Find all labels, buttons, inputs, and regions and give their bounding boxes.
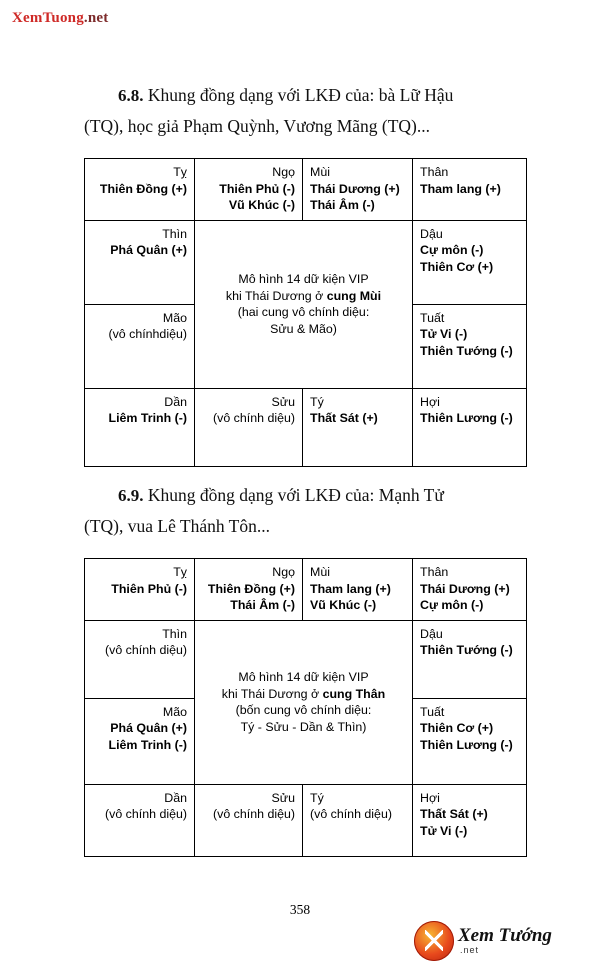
star-name: Thái Âm (-) (230, 598, 295, 612)
section-text-2-line1: Khung đồng dạng với LKĐ của: Mạnh Tử (143, 485, 444, 505)
star-name: Phá Quân (+) (110, 721, 187, 735)
cell-dan-2 (85, 784, 195, 856)
cell-than-2 (413, 559, 527, 621)
cell-label: Dần (164, 394, 187, 409)
cell-label: Ngọ (272, 165, 295, 179)
cell-label: Mão (162, 704, 187, 719)
cell-note: (vô chính diệu) (310, 807, 392, 821)
star-name: Thiên Phủ (-) (219, 181, 295, 196)
star-name: Liêm Trinh (-) (108, 411, 187, 425)
star-name: Thái Dương (+) (420, 581, 510, 596)
star-name: Thái Dương (+) (310, 181, 400, 196)
table-row (85, 388, 527, 466)
watermark-top-tld: .net (83, 10, 109, 26)
cell-mui-2 (303, 559, 413, 621)
star-name: Thiên Phủ (-) (111, 581, 187, 596)
cell-note: (vô chínhdiệu) (108, 327, 187, 341)
cell-note: (vô chính diệu) (105, 643, 187, 657)
cell-mui-1 (303, 159, 413, 221)
star-name: Tử Vi (-) (420, 327, 468, 341)
page-number: 358 (289, 902, 311, 917)
chart-1-center-box (195, 220, 413, 388)
center-line-4: Sửu & Mão) (270, 321, 337, 336)
cell-mao-1 (85, 304, 195, 388)
cell-ty2-2 (303, 784, 413, 856)
cell-dau-1 (413, 220, 527, 304)
cell-label: Dậu (420, 226, 443, 241)
section-text-1-line1: Khung đồng dạng với LKĐ của: bà Lữ Hậu (143, 85, 454, 105)
star-name: Thiên Cơ (+) (420, 259, 494, 274)
center-line-2 (203, 686, 404, 703)
cell-mao-2 (85, 698, 195, 784)
star-name: Thiên Đồng (+) (207, 581, 295, 596)
table-row (85, 559, 527, 621)
star-name: Thiên Đồng (+) (99, 181, 187, 196)
cell-label: Mùi (310, 165, 330, 179)
cell-label: Sửu (271, 394, 295, 409)
star-name: Liêm Trinh (-) (108, 737, 187, 752)
footer-logo (414, 921, 582, 961)
cell-dau-2 (413, 620, 527, 698)
section-number-2: 6.9. (118, 486, 144, 505)
cell-label: Tuất (420, 704, 445, 719)
cell-label: Thìn (162, 626, 187, 641)
table-row (85, 620, 527, 698)
cell-hoi-2 (413, 784, 527, 856)
cell-ty2-1 (303, 388, 413, 466)
cell-label: Mùi (310, 565, 330, 579)
cell-label: Thân (420, 165, 449, 179)
cell-than-1 (413, 159, 527, 221)
cell-ngo-2 (195, 559, 303, 621)
center-line-2-bold: cung Mùi (326, 288, 382, 303)
table-row (85, 220, 527, 304)
cell-thin-2 (85, 620, 195, 698)
section-heading-2 (84, 480, 536, 541)
cell-tuat-1 (413, 304, 527, 388)
star-name: Cự môn (-) (420, 598, 484, 612)
cell-label: Dậu (420, 626, 443, 641)
cell-label: Tuất (420, 310, 445, 325)
section-number-1: 6.8. (118, 86, 144, 105)
cell-label: Tỵ (173, 565, 187, 579)
star-name: Tử Vi (-) (420, 823, 468, 838)
center-line-1: Mô hình 14 dữ kiện VIP (238, 670, 369, 684)
star-name: Thất Sát (+) (420, 807, 488, 821)
watermark-top-name: XemTuong (12, 10, 84, 26)
star-name: Thái Âm (-) (310, 198, 375, 212)
center-line-2 (203, 288, 404, 305)
section-text-2-line2: (TQ), vua Lê Thánh Tôn... (84, 516, 270, 536)
table-row (85, 159, 527, 221)
star-name: Thiên Tướng (-) (420, 343, 513, 358)
cell-ngo-1 (195, 159, 303, 221)
cell-ty-1 (85, 159, 195, 221)
chart-2-center-box (195, 620, 413, 784)
star-name: Thất Sát (+) (310, 411, 378, 425)
cell-label: Thìn (162, 226, 187, 241)
cell-suu-2 (195, 784, 303, 856)
cell-note: (vô chính diệu) (105, 807, 187, 821)
cell-tuat-2 (413, 698, 527, 784)
star-name: Vũ Khúc (-) (228, 198, 295, 212)
logo-subtext: .net (460, 945, 480, 955)
cell-dan-1 (85, 388, 195, 466)
cell-note: (vô chính diệu) (213, 807, 295, 821)
cell-note: (vô chính diệu) (213, 411, 295, 425)
cell-label: Thân (420, 565, 449, 579)
cell-label: Tý (310, 394, 324, 409)
cell-ty-2 (85, 559, 195, 621)
center-line-3: (bốn cung vô chính diệu: (235, 703, 372, 717)
cell-label: Hợi (420, 394, 440, 409)
center-line-2-pre: khi Thái Dương ở (225, 288, 327, 303)
cell-thin-1 (85, 220, 195, 304)
star-name: Cự môn (-) (420, 243, 484, 257)
logo-mark-icon (414, 921, 454, 961)
cell-label: Dần (164, 790, 187, 805)
cell-label: Tỵ (173, 165, 187, 179)
astrology-chart-1 (84, 158, 527, 467)
watermark-top (12, 10, 108, 27)
section-heading-1 (84, 80, 536, 141)
center-line-2-pre: khi Thái Dương ở (221, 686, 323, 701)
star-name: Phá Quân (+) (110, 243, 187, 257)
section-text-1-line2: (TQ), học giả Phạm Quỳnh, Vương Mãng (TQ)... (84, 116, 431, 136)
table-row (85, 784, 527, 856)
center-line-2-bold: cung Thân (322, 686, 386, 701)
astrology-chart-2 (84, 558, 527, 857)
cell-label: Hợi (420, 790, 440, 805)
star-name: Thiên Lương (-) (420, 411, 513, 425)
center-line-3: (hai cung vô chính diệu: (237, 305, 370, 319)
cell-label: Mão (162, 310, 187, 325)
cell-label: Sửu (271, 790, 295, 805)
star-name: Thiên Cơ (+) (420, 721, 494, 735)
star-name: Thiên Tướng (-) (420, 643, 513, 657)
star-name: Vũ Khúc (-) (310, 598, 377, 612)
star-name: Tham lang (+) (310, 581, 391, 596)
center-line-4: Tý - Sửu - Dần & Thìn) (240, 719, 367, 734)
cell-label: Ngọ (272, 565, 295, 579)
center-line-1: Mô hình 14 dữ kiện VIP (238, 272, 369, 286)
star-name: Tham lang (+) (420, 181, 501, 196)
logo-text: Xem Tướng (458, 925, 552, 946)
cell-label: Tý (310, 790, 324, 805)
star-name: Thiên Lương (-) (420, 737, 513, 752)
cell-suu-1 (195, 388, 303, 466)
cell-hoi-1 (413, 388, 527, 466)
